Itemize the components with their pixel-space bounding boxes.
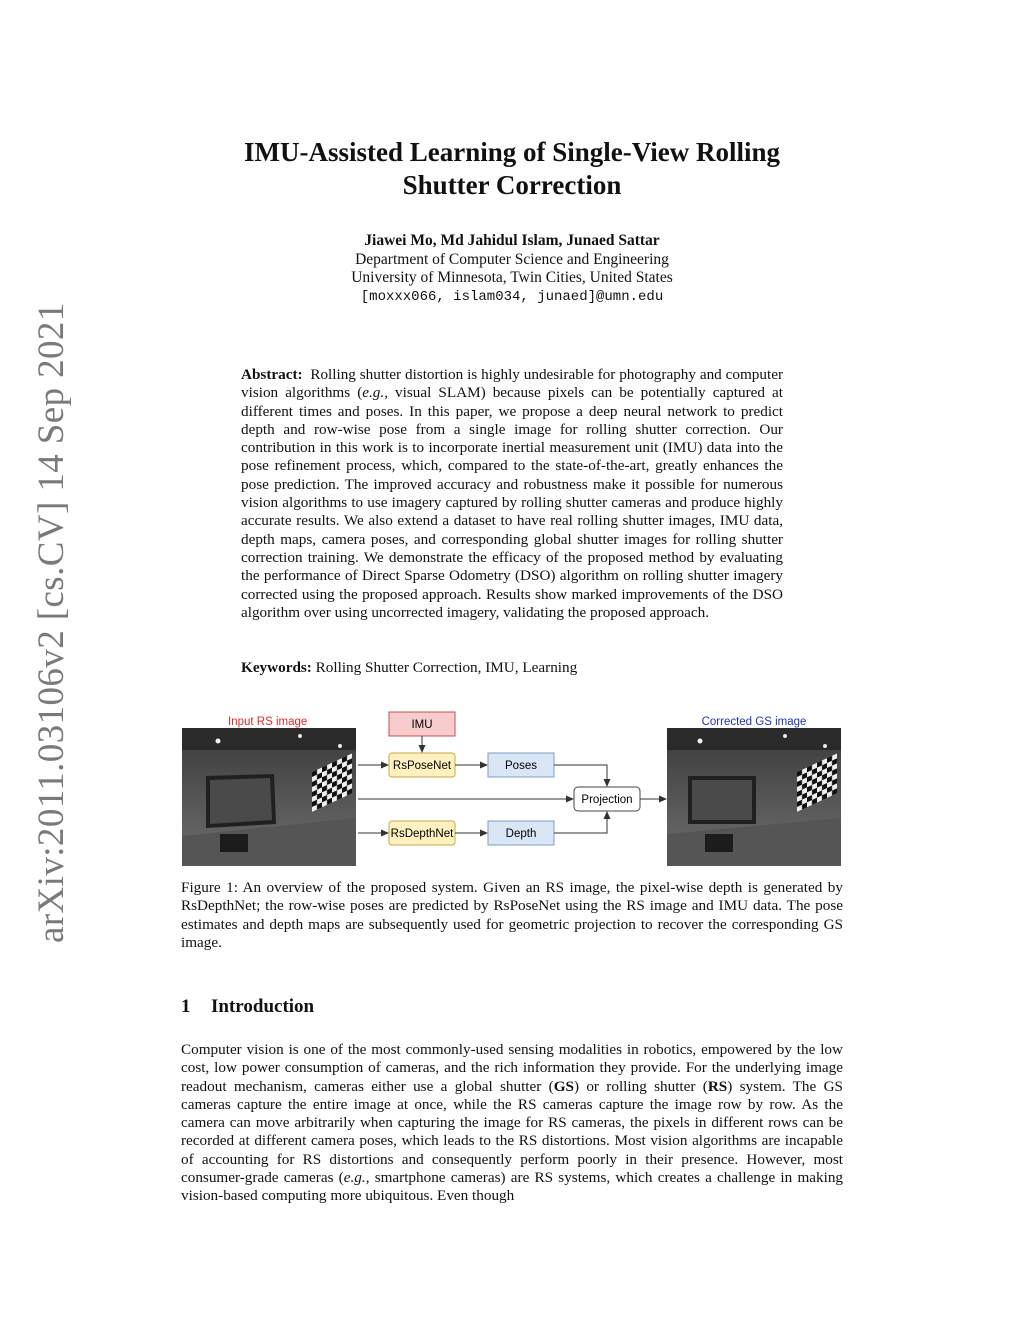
paper-title [180,136,844,202]
arxiv-identifier: arXiv:2011.03106v2 [cs.CV] 14 Sep 2021 [31,302,72,943]
keywords-label: Keywords: [241,659,312,676]
system-overview-figure [180,706,844,872]
abstract-text-2: , visual SLAM) because pixels can be potentially captured at different times and poses. In this paper, we propose a deep neural network to predict depth and row-wise pose from a single image for rolling shutter correction. Our contribution in this work is to incorporate inertial measurement unit (IMU) data into the pose refinement process, which, compared to the state-of-the-art, greatly enhances the pose prediction. The improved accuracy and robustness make it possible for numerous vision algorithms to use imagery captured by rolling shutter cameras and produce highly accurate results. We also extend a dataset to have real rolling shutter images, IMU data, depth maps, camera poses, and corresponding global shutter images for rolling shutter correction training. We demonstrate the efficacy of the proposed method by evaluating the performance of Direct Sparse Odometry (DSO) algorithm on rolling shutter imagery corrected using the proposed approach. Results show marked improvements of the DSO algorithm over using uncorrected imagery, validating the proposed approach. [241,384,783,621]
input-rs-image [182,728,356,866]
abstract [241,366,783,622]
poses-label: Poses [505,760,537,772]
intro-eg: e.g. [343,1169,366,1187]
intro-text-4: , smartphone cameras) are RS systems, which creates a challenge in making vision-based computing more ubiquitous. Even though [181,1169,844,1205]
author-names: Jiawei Mo, Md Jahidul Islam, Junaed Sattar [364,232,660,249]
department: Department of Computer Science and Engineering [355,250,669,268]
output-image-label: Corrected GS image [701,716,807,728]
input-image-label: Input RS image [228,716,308,728]
section-title: Introduction [211,996,315,1017]
abstract-eg: e.g. [362,384,385,402]
intro-rs: RS [707,1077,728,1095]
figure-caption: Figure 1: An overview of the proposed system. Given an RS image, the pixel-wise depth is generated by RsDepthNet; the row-wise poses are predicted by RsPoseNet using the RS image and IMU data. The pose estimates and depth maps are subsequently used for geometric projection to recover the corresponding GS image. [181,879,843,951]
intro-text-2: ) or rolling shutter ( [573,1077,708,1095]
section-heading [181,996,314,1018]
imu-label: IMU [411,719,433,731]
introduction-paragraph [181,1041,843,1206]
title-line-2: Shutter Correction [402,170,622,200]
flow-arrows [358,736,666,833]
projection-label: Projection [581,794,633,806]
author-emails: [moxxx066, islam034, junaed]@umn.edu [360,288,664,305]
keywords-text: Rolling Shutter Correction, IMU, Learning [315,659,578,676]
rsposenet-label: RsPoseNet [392,760,452,772]
corrected-gs-image [667,728,841,866]
abstract-label: Abstract: [241,366,303,383]
figure-diagram [180,706,844,872]
author-block [180,232,844,306]
section-number: 1 [181,996,191,1017]
abstract-text-1: Rolling shutter distortion is highly undesirable for photography and computer vision algorithms ( [241,366,783,402]
title-line-1: IMU-Assisted Learning of Single-View Rolling [243,137,780,167]
depth-label: Depth [505,828,537,840]
keywords [241,659,783,677]
intro-text-3: ) system. The GS cameras capture the entire image at once, while the RS cameras capture the image row by row. As the camera can move arbitrarily when capturing the image for RS cameras, the pixels in different rows can be recorded at different camera poses, which leads to the RS distortions. Most vision algorithms are incapable of accounting for RS distortions and consequently perform poorly in their presence. However, most consumer-grade cameras ( [181,1077,843,1187]
intro-gs: GS [553,1077,574,1095]
rsdepthnet-label: RsDepthNet [390,828,454,840]
university: University of Minnesota, Twin Cities, United States [351,269,673,286]
intro-text-1: Computer vision is one of the most commonly-used sensing modalities in robotics, empowered by the low cost, low power consumption of cameras, and the rich information they provide. For the underlying image readout mechanism, cameras either use a global shutter ( [181,1041,843,1095]
